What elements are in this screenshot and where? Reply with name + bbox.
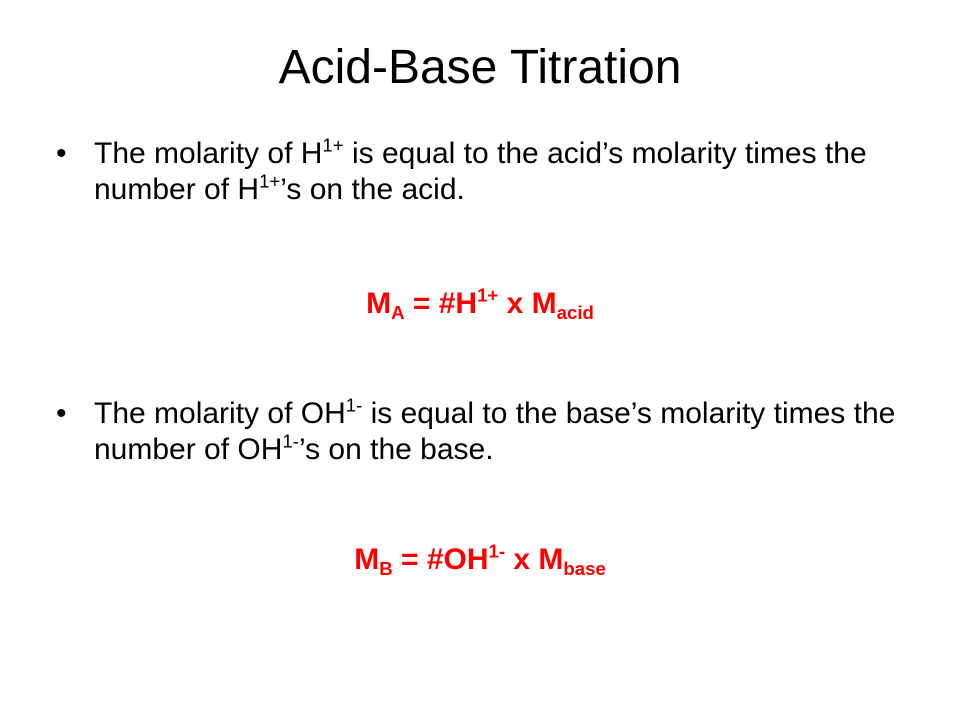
formula-subscript: B (379, 557, 393, 579)
bullet-acid (56, 136, 936, 208)
bullet-acid-text (94, 136, 914, 208)
bullet-text-part: ’s on the acid. (280, 173, 465, 206)
formula-part: M (354, 543, 380, 576)
superscript-charge: 1+ (322, 134, 344, 156)
superscript-charge: 1+ (259, 170, 281, 192)
slide-title: Acid-Base Titration (278, 41, 682, 94)
formula-part: = #OH (392, 543, 489, 576)
formula-superscript: 1- (488, 540, 506, 562)
bullet-dot-icon: • (56, 137, 67, 170)
formula-superscript: 1+ (477, 284, 499, 306)
bullet-text-part: The molarity of OH (94, 397, 346, 430)
formula-subscript: A (391, 301, 405, 323)
formula-base (0, 540, 960, 580)
bullet-text-part: is equal to the acid’s molarity times the number of H (94, 137, 867, 206)
superscript-charge: 1- (282, 430, 299, 452)
bullet-dot-icon: • (56, 397, 67, 430)
bullet-text-part: is equal to the base’s molarity times the number of OH (94, 397, 896, 466)
bullet-base-text (94, 396, 914, 468)
bullet-base (56, 396, 936, 468)
formula-subscript: acid (556, 301, 594, 323)
formula-part: x M (505, 543, 564, 576)
formula-subscript: base (563, 557, 606, 579)
formula-acid (0, 284, 960, 324)
formula-part: M (366, 287, 392, 320)
bullet-text-part: The molarity of H (94, 137, 323, 170)
bullet-text-part: ’s on the base. (298, 433, 494, 466)
superscript-charge: 1- (345, 394, 363, 416)
formula-part: x M (498, 287, 557, 320)
formula-part: = #H (404, 287, 478, 320)
